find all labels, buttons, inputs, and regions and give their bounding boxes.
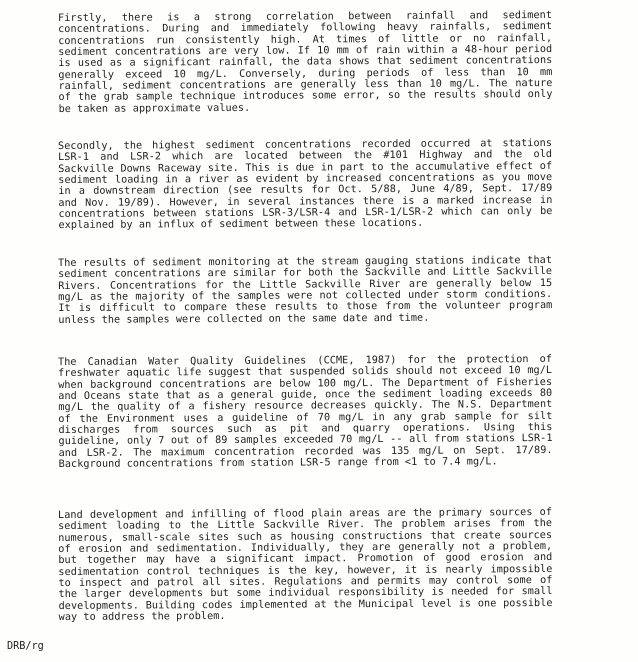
- paragraph-gauging-stations: The results of sediment monitoring at the stream gauging stations indicate that sediment concentrations are similar for both the Sackville and Little Sackville Rivers. Concentrations for the Little Sackville River are generally below 15 mg/L as the majority of the samples were not collected under storm conditions. It is difficult to compare these results to those from the volunteer program unless the samples were collected on the same date and time.: [58, 254, 553, 326]
- author-initials: DRB/rg: [7, 641, 44, 652]
- paragraph-land-development: Land development and infilling of flood plain areas are the primary sources of sediment loading to the Little Sackville River. The problem arises from the numerous, small-scale sites such as housing constructions that create sources of erosion and sedimentation. Individually, they are generally not a problem, but together may have a significant impact. Promotion of good erosion and sedimentation control techniques is the key, however, it is nearly impossible to inspect and patrol all sites. Regulations and permits may control some of the larger developments but some individual responsibility is needed for small developments. Building codes implemented at the Municipal level is one possible way to address the problem.: [58, 506, 553, 624]
- paragraph-highest-concentrations: Secondly, the highest sediment concentrations recorded occurred at stations LSR-1 and LSR-2 which are located between the #101 Highway and the old Sackville Downs Raceway site. This is due in part to the accumulative effect of sediment loading in a river as evident by increased concentrations as you move in a downstream direction (see results for Oct. 5/88, June 4/89, Sept. 17/89 and Nov. 19/89). However, in several instances there is a marked increase in concentrations between stations LSR-3/LSR-4 and LSR-1/LSR-2 which can only be explained by an influx of sediment between these locations.: [58, 137, 553, 232]
- paragraph-rainfall-correlation: Firstly, there is a strong correlation between rainfall and sediment concentrations. During and immediately following heavy rainfalls, sediment concentrations run consistently high. At times of little or no rainfall, sediment concentrations are very low. If 10 mm of rain within a 48-hour period is used as a significant rainfall, the data shows that sediment concentrations generally exceed 10 mg/L. Conversely, during periods of less than 10 mm rainfall, sediment concentrations are generally less than 10 mg/L. The nature of the grab sample technique introduces some error, so the results should only be taken as approximate values.: [58, 9, 553, 115]
- paragraph-water-quality-guidelines: The Canadian Water Quality Guidelines (CCME, 1987) for the protection of freshwater aquatic life suggest that suspended solids should not exceed 10 mg/L when background concentrations are below 100 mg/L. The Department of Fisheries and Oceans state that as a general guide, once the sediment loading exceeds 80 mg/L the quality of a fishery resource decreases quickly. The N.S. Department of the Environment uses a guideline of 70 mg/L in any grab sample for silt discharges from sources such as pit and quarry operations. Using this guideline, only 7 out of 89 samples exceeded 70 mg/L -- all from stations LSR-1 and LSR-2. The maximum concentration recorded was 135 mg/L on Sept. 17/89. Background concentrations from station LSR-5 range from <1 to 7.4 mg/L.: [58, 353, 553, 471]
